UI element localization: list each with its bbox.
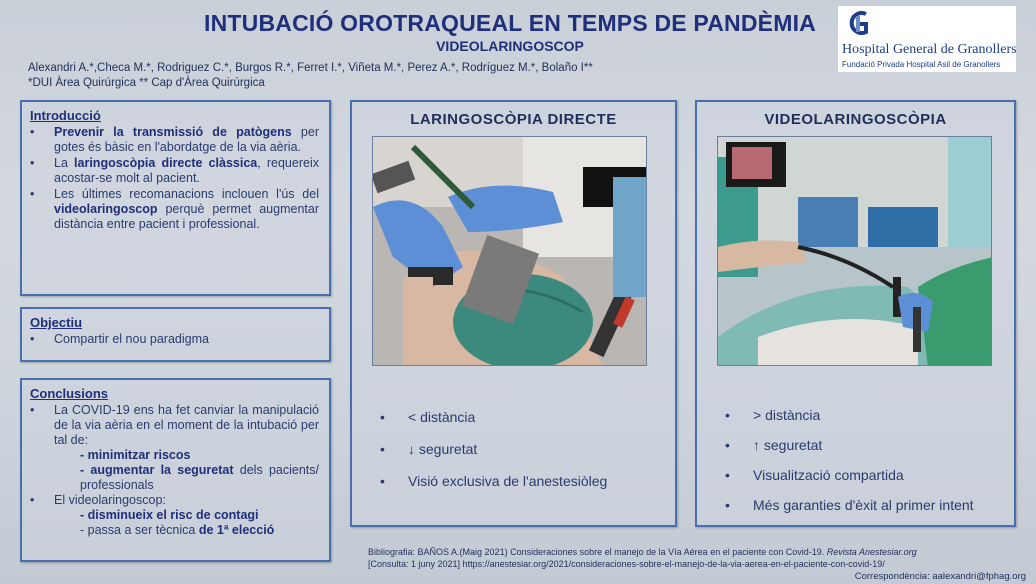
intro-item-text: perquè permet augmentar distància entre pacient i professional. [54,202,319,231]
direct-laryngoscopy-panel [350,100,677,527]
poster-title: INTUBACIÓ OROTRAQUEAL EN TEMPS DE PANDÈMIA [204,10,816,36]
intro-box [20,100,331,296]
conclusions-list [30,403,319,538]
video-points-list [725,406,1020,524]
direct-photo-illustration [373,137,647,366]
intro-item [30,156,319,186]
video-laryngoscopy-photo [717,136,992,366]
intro-item [30,187,319,232]
hospital-logo-icon [846,8,870,42]
conclusions-subitem-bold: de 1ª elecció [198,523,275,537]
authors-list: Alexandri A.*,Checa M.*, Rodriguez C.*, Burgos R.*, Ferret I.*, Viñeta M.*, Perez A.*, Rodríguez M.*, Bolaño I** [28,62,593,74]
intro-item-text: , requereix acostar-se molt al pacient. [54,156,319,185]
video-panel-title: VIDEOLARINGOSCÒPIA [764,111,947,128]
direct-laryngoscopy-photo [372,136,647,366]
bibliography-line-1 [368,546,917,558]
bibliography-journal: Revista Anestesiar.org [826,547,917,557]
intro-item-bold: videolaringoscop [54,202,158,216]
video-photo-illustration [718,137,992,366]
affiliations: *DUI Àrea Quirúrgica ** Cap d'Àrea Quirúrgica [28,77,265,89]
conclusions-subitem-text: - passa a ser tècnica [80,523,199,537]
conclusions-subitem [30,463,319,493]
bibliography-reference: Bibliografia: BAÑOS A.(Maig 2021) Consideraciones sobre el manejo de la Vía Aérea en el paciente con Covid-19. [368,547,827,557]
direct-point: • ↓ seguretat [380,440,670,458]
hospital-name: Hospital General de Granollers [842,42,1017,57]
intro-heading: Introducció [30,108,101,123]
objective-list [30,332,319,347]
hospital-foundation: Fundació Privada Hospital Asil de Granollers [842,60,1001,69]
direct-points-list [380,408,670,500]
objective-box [20,307,331,362]
direct-panel-title: LARINGOSCÒPIA DIRECTE [410,111,617,128]
intro-list [30,125,319,232]
bibliography [368,546,917,570]
conclusions-box [20,378,331,562]
conclusions-subitem-bold: - disminueix el risc de contagi [80,508,259,522]
video-point: • > distància [725,406,1020,424]
conclusions-subitem [30,448,319,463]
objective-heading: Objectiu [30,315,83,330]
direct-point: • < distància [380,408,670,426]
video-point: • Més garanties d'èxit al primer intent [725,496,1020,514]
video-point: • ↑ seguretat [725,436,1020,454]
intro-item-pre: La [54,156,75,170]
direct-point: • Visió exclusiva de l'anestesiòleg [380,472,670,490]
conclusions-subitem-text: dels pacients/ professionals [80,463,319,492]
hospital-logo [838,6,1016,72]
bibliography-line-2: [Consulta: 1 juny 2021] https://anestesiar.org/2021/consideraciones-sobre-el-manejo-de-la-via-aerea-en-el-paciente-con-covid-19/ [368,559,885,569]
video-laryngoscopy-panel [695,100,1016,527]
intro-item-pre: Les últimes recomanacions inclouen l'ús del [54,187,319,201]
intro-item-bold: laringoscòpia directe clàssica [74,156,258,170]
objective-item: • Compartir el nou paradigma [30,332,319,347]
authors-block [28,61,788,91]
poster-subtitle: VIDEOLARINGOSCOP [436,38,584,54]
conclusions-heading: Conclusions [30,386,109,401]
intro-item-bold: Prevenir la transmissió de patògens [54,125,292,139]
video-point: • Visualització compartida [725,466,1020,484]
intro-item [30,125,319,155]
correspondence: Correspondència: aalexandri@fphag.org [854,571,1026,582]
conclusions-subitem-bold: - augmentar la seguretat [80,463,234,477]
conclusions-subitem [30,523,319,538]
conclusions-subitem [30,508,319,523]
conclusions-item: • La COVID-19 ens ha fet canviar la manipulació de la via aèria en el moment de la intubació per tal de: [30,403,319,448]
conclusions-item: • El videolaringoscop: [30,493,319,508]
intro-item-text: per gotes és bàsic en l'abordatge de la via aèria. [54,125,319,154]
conclusions-subitem-bold: - minimitzar riscos [80,448,191,462]
